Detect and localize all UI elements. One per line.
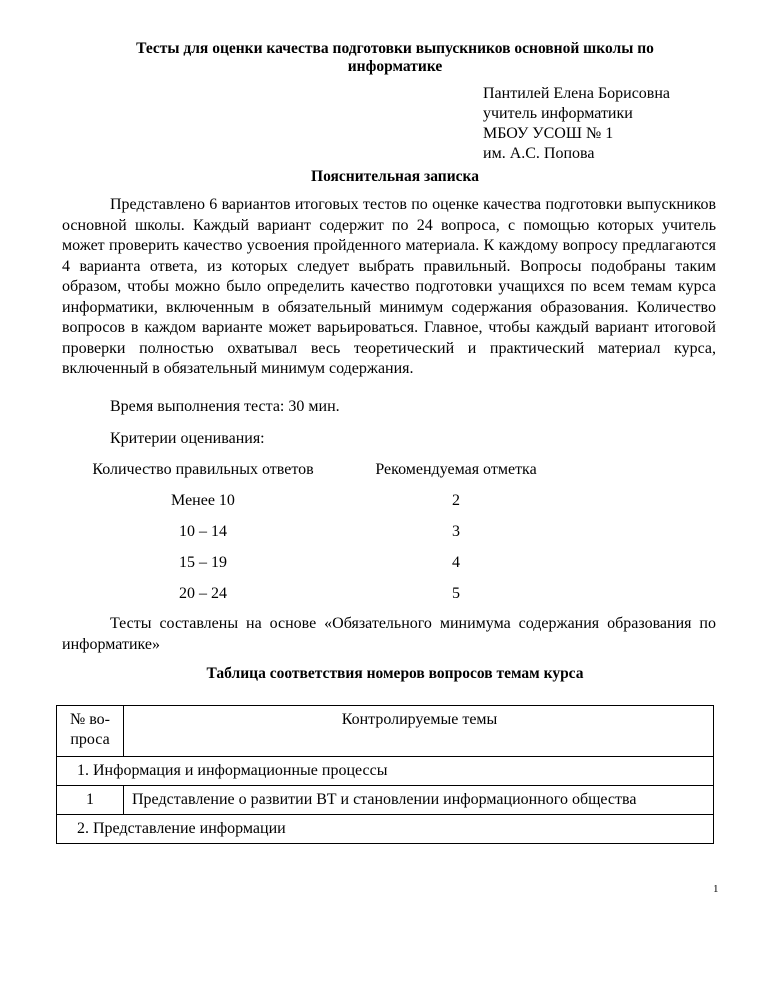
author-position: учитель информатики	[483, 105, 633, 122]
criteria-header-count: Количество правильных ответов	[92, 461, 314, 478]
section-2-label: 2. Представление информации	[57, 815, 714, 844]
criteria-header-grade: Рекомендуемая отметка	[375, 461, 537, 478]
criteria-grade: 4	[452, 554, 460, 571]
table-section-row	[57, 757, 714, 786]
author-school: МБОУ УСОШ № 1	[483, 125, 614, 142]
author-block	[483, 84, 670, 164]
author-name: Пантилей Елена Борисовна	[483, 85, 671, 102]
criteria-range: 15 – 19	[179, 554, 227, 571]
title-line-2: информатике	[347, 58, 443, 75]
note-title: Пояснительная записка	[311, 168, 479, 185]
criteria-row	[62, 584, 728, 604]
criteria-range: 10 – 14	[179, 523, 227, 540]
table-row	[57, 786, 714, 815]
topic-text: Представление о развитии ВТ и становлении информационного общества	[124, 786, 714, 815]
criteria-grade: 3	[452, 523, 460, 540]
criteria-grade: 2	[452, 492, 460, 509]
table-title: Таблица соответствия номеров вопросов темам курса	[206, 665, 584, 682]
page-number: 1	[713, 883, 719, 895]
col-header-topics: Контролируемые темы	[124, 706, 714, 757]
intro-paragraph: Представлено 6 вариантов итоговых тестов по оценке качества подготовки выпускников основной школы. Каждый вариант содержит по 24 вопроса, с помощью которых учитель может проверить качество усвоения пройденного материала. К каждому вопросу предлагаются 4 варианта ответа, из которых следует выбрать правильный. Вопросы подобраны таким образом, чтобы можно было определить качество подготовки учащихся по всем темам курса информатики, включенным в обязательный минимум содержания образования. Количество вопросов в каждом варианте может варьироваться. Главное, чтобы каждый вариант итоговой проверки полностью охватывал весь теоретический и практический материал курса, включенный в обязательный минимум содержания.	[62, 196, 716, 377]
question-number: 1	[57, 786, 124, 815]
criteria-row	[62, 491, 728, 511]
criteria-label: Критерии оценивания:	[110, 430, 265, 447]
col-header-number: № во- проса	[57, 706, 124, 757]
title-line-1: Тесты для оценки качества подготовки выпускников основной школы по	[136, 40, 654, 57]
criteria-range: Менее 10	[171, 492, 235, 509]
criteria-header	[62, 460, 728, 480]
criteria-range: 20 – 24	[179, 585, 227, 602]
criteria-row	[62, 553, 728, 573]
criteria-grade: 5	[452, 585, 460, 602]
table-section-row	[57, 815, 714, 844]
topics-table	[56, 705, 714, 844]
basis-paragraph: Тесты составлены на основе «Обязательного минимума содержания образования по информатике»	[62, 615, 716, 653]
author-school-name: им. А.С. Попова	[483, 145, 595, 162]
criteria-row	[62, 522, 728, 542]
document-title	[62, 40, 728, 76]
section-1-label: 1. Информация и информационные процессы	[57, 757, 714, 786]
time-line: Время выполнения теста: 30 мин.	[110, 398, 340, 415]
table-header-row	[57, 706, 714, 757]
